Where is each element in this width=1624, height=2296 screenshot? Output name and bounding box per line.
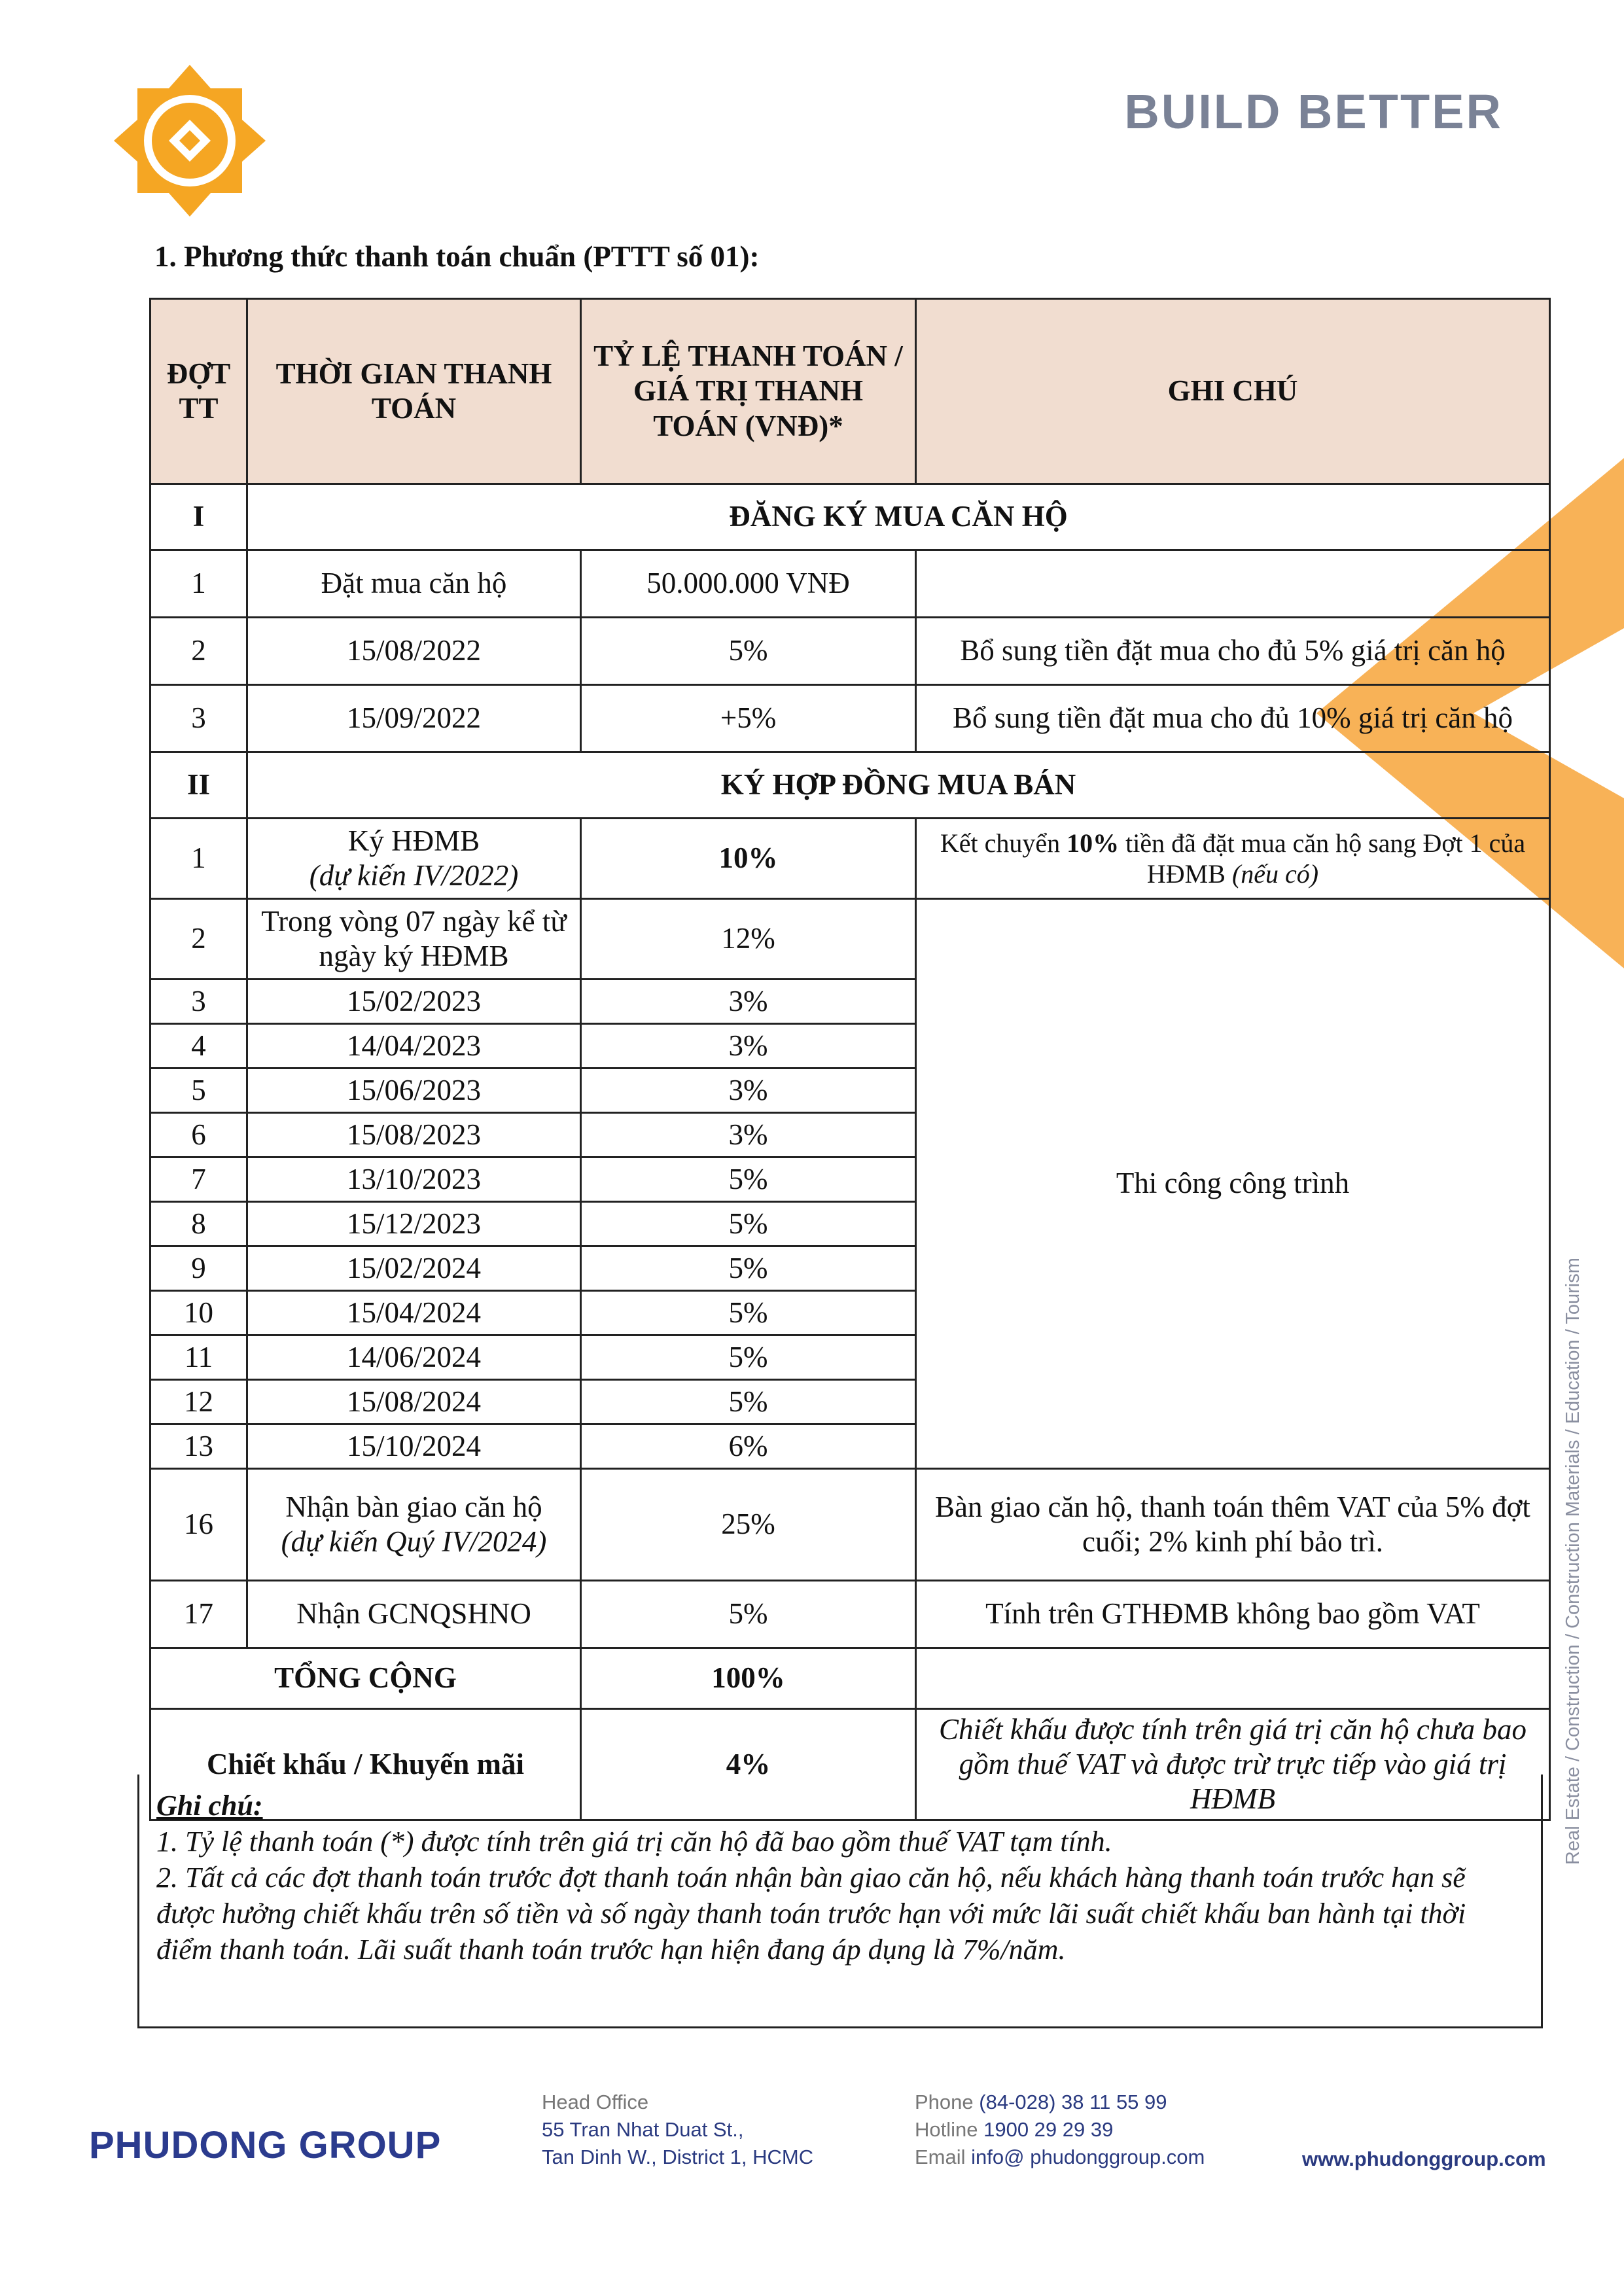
row-time: 15/10/2024 bbox=[247, 1424, 581, 1469]
discount-note: Chiết khấu được tính trên giá trị căn hộ chưa bao gồm thuế VAT và được trừ trực tiếp vào giá trị HĐMB bbox=[916, 1709, 1550, 1820]
row-no: 16 bbox=[150, 1469, 247, 1581]
total-label: TỔNG CỘNG bbox=[150, 1648, 581, 1709]
row-time: Đặt mua căn hộ bbox=[247, 550, 581, 618]
office-line1: 55 Tran Nhat Duat St., bbox=[542, 2117, 744, 2141]
row-rate: 3% bbox=[581, 1113, 916, 1157]
row-rate: 5% bbox=[581, 1202, 916, 1246]
row-note: Bàn giao căn hộ, thanh toán thêm VAT của 5% đợt cuối; 2% kinh phí bảo trì. bbox=[916, 1469, 1550, 1581]
row-time: 15/06/2023 bbox=[247, 1069, 581, 1113]
row-rate: +5% bbox=[581, 685, 916, 752]
table-row bbox=[150, 819, 1550, 899]
row-time: 15/02/2023 bbox=[247, 980, 581, 1024]
row-no: 3 bbox=[150, 980, 247, 1024]
section-row bbox=[150, 484, 1550, 550]
row-time: 15/02/2024 bbox=[247, 1246, 581, 1291]
office-label: Head Office bbox=[542, 2091, 649, 2113]
row-rate: 3% bbox=[581, 980, 916, 1024]
row-rate: 5% bbox=[581, 1291, 916, 1335]
office-line2: Tan Dinh W., District 1, HCMC bbox=[542, 2145, 814, 2168]
phone-value: (84-028) 38 11 55 99 bbox=[979, 2091, 1167, 2113]
header-rate: TỶ LỆ THANH TOÁN / GIÁ TRỊ THANH TOÁN (VNĐ)* bbox=[581, 299, 916, 484]
row-rate: 5% bbox=[581, 1581, 916, 1648]
row-time-line2: (dự kiến Quý IV/2024) bbox=[281, 1525, 547, 1558]
row-rate: 25% bbox=[581, 1469, 916, 1581]
row-time-line2: (dự kiến IV/2022) bbox=[309, 859, 519, 892]
website-link[interactable]: www.phudonggroup.com bbox=[1302, 2147, 1546, 2170]
footer-brand: PHUDONG GROUP bbox=[89, 2124, 442, 2166]
footer-office bbox=[542, 2089, 813, 2171]
row-time: 15/08/2022 bbox=[247, 618, 581, 685]
row-note bbox=[916, 819, 1550, 899]
side-text-sectors: Real Estate / Construction / Construction Materials / Education / Tourism bbox=[1562, 1258, 1583, 1865]
note-item: 2. Tất cả các đợt thanh toán trước đợt thanh toán nhận bàn giao căn hộ, nếu khách hàng thanh toán trước hạn sẽ được hưởng chiết khấu trên số tiền và số ngày thanh toán trước hạn với mức lãi suất chiết khấu ban hành tại thời điểm thanh toán. Lãi suất thanh toán trước hạn hiện đang áp dụng là 7%/năm. bbox=[156, 1862, 1466, 1966]
table-row bbox=[150, 1469, 1550, 1581]
row-time-line1: Ký HĐMB bbox=[347, 824, 480, 857]
row-no: 1 bbox=[150, 550, 247, 618]
section-title: ĐĂNG KÝ MUA CĂN HỘ bbox=[247, 484, 1550, 550]
row-no: 7 bbox=[150, 1157, 247, 1202]
slogan: BUILD BETTER bbox=[1124, 84, 1503, 139]
section-number: I bbox=[150, 484, 247, 550]
notes-box bbox=[137, 1775, 1543, 2028]
row-time: 15/12/2023 bbox=[247, 1202, 581, 1246]
total-row bbox=[150, 1648, 1550, 1709]
note-part: (nếu có) bbox=[1231, 859, 1319, 889]
payment-table bbox=[149, 298, 1551, 1821]
hotline-label: Hotline bbox=[915, 2117, 984, 2141]
discount-label: Chiết khấu / Khuyến mãi bbox=[150, 1709, 581, 1820]
row-no: 5 bbox=[150, 1069, 247, 1113]
row-time: 14/06/2024 bbox=[247, 1335, 581, 1380]
row-no: 1 bbox=[150, 819, 247, 899]
header-note: GHI CHÚ bbox=[916, 299, 1550, 484]
row-rate: 6% bbox=[581, 1424, 916, 1469]
row-rate: 3% bbox=[581, 1024, 916, 1069]
section-number: II bbox=[150, 752, 247, 819]
row-note bbox=[916, 550, 1550, 618]
row-rate: 3% bbox=[581, 1069, 916, 1113]
notes-title: Ghi chú: bbox=[156, 1790, 263, 1822]
company-logo bbox=[111, 62, 268, 219]
row-no: 3 bbox=[150, 685, 247, 752]
row-no: 6 bbox=[150, 1113, 247, 1157]
row-time: 15/08/2023 bbox=[247, 1113, 581, 1157]
row-rate: 5% bbox=[581, 618, 916, 685]
hotline-value: 1900 29 29 39 bbox=[983, 2117, 1114, 2141]
row-note: Bổ sung tiền đặt mua cho đủ 5% giá trị căn hộ bbox=[916, 618, 1550, 685]
phone-label: Phone bbox=[915, 2091, 980, 2113]
footer-contact bbox=[915, 2089, 1205, 2171]
header-no: ĐỢT TT bbox=[150, 299, 247, 484]
row-no: 10 bbox=[150, 1291, 247, 1335]
discount-rate: 4% bbox=[581, 1709, 916, 1820]
row-rate: 5% bbox=[581, 1157, 916, 1202]
row-rate: 10% bbox=[581, 819, 916, 899]
row-no: 2 bbox=[150, 899, 247, 980]
row-time: 14/04/2023 bbox=[247, 1024, 581, 1069]
row-rate: 12% bbox=[581, 899, 916, 980]
row-time: Nhận GCNQSHNO bbox=[247, 1581, 581, 1648]
note-part: tiền đã đặt mua căn hộ sang Đợt 1 của HĐMB bbox=[1119, 828, 1526, 889]
note-item: 1. Tỷ lệ thanh toán (*) được tính trên giá trị căn hộ đã bao gồm thuế VAT tạm tính. bbox=[156, 1826, 1112, 1858]
header-time: THỜI GIAN THANH TOÁN bbox=[247, 299, 581, 484]
table-row bbox=[150, 899, 1550, 980]
row-time-line1: Nhận bàn giao căn hộ bbox=[285, 1490, 542, 1523]
total-rate: 100% bbox=[581, 1648, 916, 1709]
construction-note: Thi công công trình bbox=[916, 899, 1550, 1469]
table-row bbox=[150, 1581, 1550, 1648]
row-rate: 5% bbox=[581, 1380, 916, 1424]
row-no: 13 bbox=[150, 1424, 247, 1469]
row-time: Trong vòng 07 ngày kể từ ngày ký HĐMB bbox=[247, 899, 581, 980]
row-no: 8 bbox=[150, 1202, 247, 1246]
section-title: KÝ HỢP ĐỒNG MUA BÁN bbox=[247, 752, 1550, 819]
row-no: 17 bbox=[150, 1581, 247, 1648]
table-row bbox=[150, 685, 1550, 752]
note-part: Kết chuyển bbox=[940, 828, 1067, 858]
row-time: 15/04/2024 bbox=[247, 1291, 581, 1335]
row-time: 15/09/2022 bbox=[247, 685, 581, 752]
row-no: 2 bbox=[150, 618, 247, 685]
row-note: Bổ sung tiền đặt mua cho đủ 10% giá trị căn hộ bbox=[916, 685, 1550, 752]
row-time: 13/10/2023 bbox=[247, 1157, 581, 1202]
row-no: 9 bbox=[150, 1246, 247, 1291]
row-no: 11 bbox=[150, 1335, 247, 1380]
row-time: 15/08/2024 bbox=[247, 1380, 581, 1424]
row-no: 4 bbox=[150, 1024, 247, 1069]
row-time bbox=[247, 1469, 581, 1581]
row-time bbox=[247, 819, 581, 899]
email-label: Email bbox=[915, 2145, 972, 2168]
row-no: 12 bbox=[150, 1380, 247, 1424]
table-row bbox=[150, 618, 1550, 685]
section-row bbox=[150, 752, 1550, 819]
row-rate: 5% bbox=[581, 1335, 916, 1380]
row-note: Tính trên GTHĐMB không bao gồm VAT bbox=[916, 1581, 1550, 1648]
row-rate: 5% bbox=[581, 1246, 916, 1291]
table-row bbox=[150, 550, 1550, 618]
email-link[interactable]: info@ phudonggroup.com bbox=[971, 2145, 1205, 2168]
table-header-row bbox=[150, 299, 1550, 484]
note-part: 10% bbox=[1067, 828, 1120, 858]
row-rate: 50.000.000 VNĐ bbox=[581, 550, 916, 618]
total-note bbox=[916, 1648, 1550, 1709]
section-heading: 1. Phương thức thanh toán chuẩn (PTTT số 01): bbox=[154, 240, 760, 273]
